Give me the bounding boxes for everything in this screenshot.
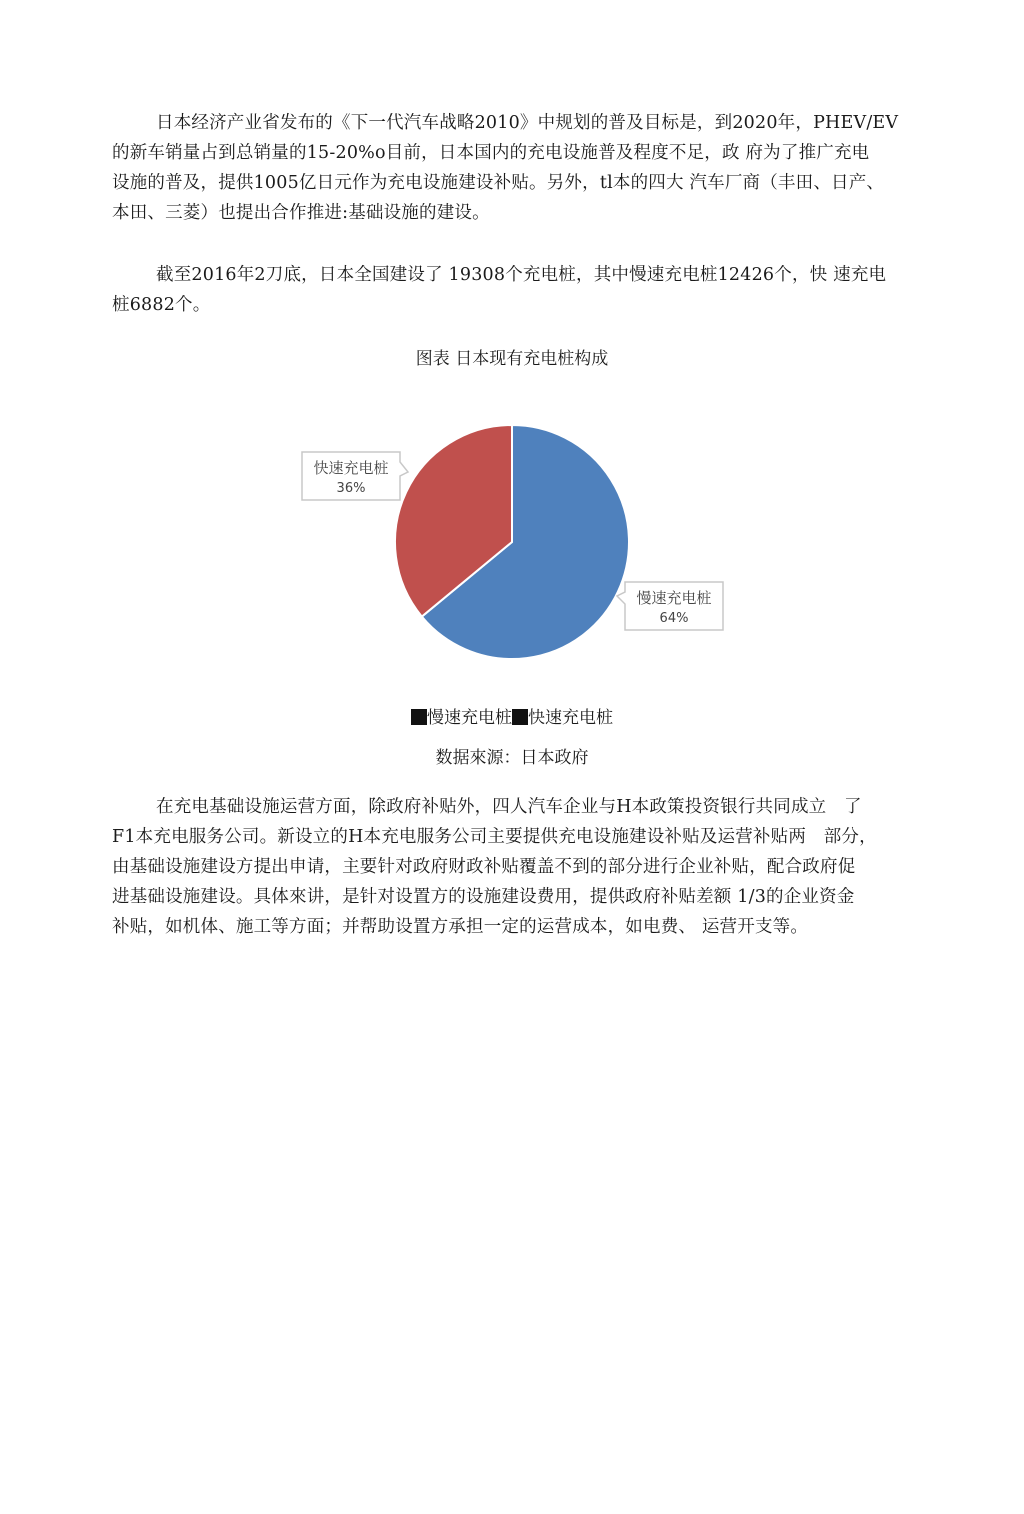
text-line: 截至2016年2刀底，日本全国建设了 19308个充电桩，其中慢速充电桩12426个，快 速充电 [156, 265, 887, 285]
slice-label: 慢速充电桩 [636, 589, 712, 607]
data-source: 数据來源：日本政府 [435, 748, 589, 768]
pie-slices [395, 425, 629, 659]
text-line: 进基础设施建设。具体來讲，是针对设置方的设施建设费用，提供政府补贴差额 1/3的企业资金 [112, 887, 855, 907]
slice-value-label: 36% [336, 481, 366, 496]
text-line: 在充电基础设施运营方面，除政府补贴外，四人汽车企业与H本政策投资银行共同成立 了 [156, 797, 862, 817]
text-line: F1本充电服务公司。新设立的H本充电服务公司主要提供充电设施建设补贴及运营补贴两 部分， [112, 827, 877, 847]
legend-swatch [512, 709, 528, 725]
text-line: 日本经济产业省发布的《下一代汽车战略2010》中规划的普及目标是，到2020年，PHEV/EV [156, 113, 899, 133]
text-line: 由基础设施建设方提出申请，主要针对政府财政补贴覆盖不到的部分进行企业补贴，配合政府促 [112, 857, 856, 877]
text-line: 桩6882个。 [112, 295, 211, 315]
callout-2 [302, 452, 408, 500]
legend-label-fast: 快速充电桩 [528, 708, 613, 728]
slice-label: 快速充电桩 [313, 459, 389, 477]
text-line: 补贴，如机体、施工等方面；并帮助设置方承担一定的运营成本，如电费、 运营开支等。 [112, 917, 809, 937]
slice-value-label: 64% [659, 611, 689, 626]
callout-1 [617, 582, 723, 630]
chart-legend [0, 703, 1024, 728]
legend-label-slow: 慢速充电桩 [427, 708, 512, 728]
paragraph-charger-count [112, 260, 912, 320]
text-line: 的新车销量占到总销量的15-20%o目前，日本国内的充电设施普及程度不足，政 府为了推广充电 [112, 143, 870, 163]
text-line: 设施的普及，提供1005亿日元作为充电设施建设补贴。另外，tl本的四大 汽车厂商（丰田、日产、 [112, 173, 885, 193]
pie-chart [290, 400, 740, 680]
figure-title: 图表 日本现有充电桩构成 [415, 349, 609, 369]
legend-swatch [411, 709, 427, 725]
paragraph-strategy [112, 108, 912, 228]
text-line: 本田、三菱）也提出合作推进:基础设施的建设。 [112, 203, 490, 223]
paragraph-operations [112, 792, 912, 942]
